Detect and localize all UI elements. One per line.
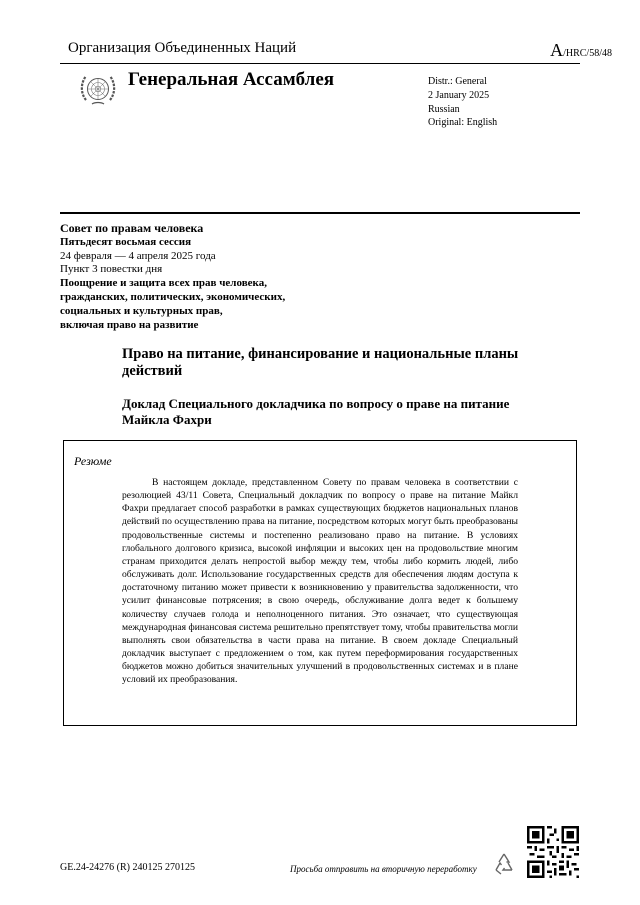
session-name: Пятьдесят восьмая сессия [60,235,192,248]
summary-text: В настоящем докладе, представленном Совету по правам человека в соответствии с резолюцией 43/11 Совета, Специальный докладчик по вопросу о праве на питание Майкл Фахри предлагает способ разработки в рамках существующих бюджетов национальных планов действий по осуществлению права на питание, посредством которых могут быть преобразованы продовольственные системы и постепенно реализовано право на питание. В условиях глобального долгового кризиса, высокой инфляции и высоких цен на продовольствие многим странам приходится делать непростой выбор между тем, чтобы либо кормить людей, либо обслуживать долг. Использование государственных средств для обеспечения людям доступа к достаточному питанию может привести к возникновению у правительства задолженности, что усилит финансовые потрясения; в свою очередь, обслуживание долга ведет к большему количеству случаев голода и неполноценного питания. Это означает, что существующая международная финансовая система решительно препятствует тому, чтобы правительства могли выполнять свои обязательства в части права на питание. В своем докладе Специальный докладчик выступает с предложением о том, как путем переформирования государственных бюджетов можно добиться значительных улучшений в продовольственных системах и в плане условий их преобразования. [122,477,518,686]
document-symbol [550,40,612,61]
organization-name: Организация Объединенных Наций [68,40,297,56]
council-block [60,222,320,332]
document-subtitle: Доклад Специального докладчика по вопросу о праве на питание Майкла Фахри [122,396,510,427]
symbol-rest: /HRC/58/48 [563,48,612,59]
agenda-line: социальных и культурных прав, [60,304,223,317]
assembly-title: Генеральная Ассамблея [128,69,335,90]
session-dates: 24 февраля — 4 апреля 2025 года [60,249,216,262]
summary-label: Резюме [74,454,112,468]
thick-rule [60,212,580,214]
distribution-info [428,75,497,130]
agenda-line: включая право на развитие [60,318,199,331]
symbol-prefix: A [550,40,564,60]
agenda-line: гражданских, политических, экономических, [60,290,286,303]
agenda-item: Пункт 3 повестки дня [60,263,163,276]
un-emblem-icon [78,70,118,110]
document-number: GE.24-24276 (R) 240125 270125 [60,862,195,873]
header-rule [60,63,580,64]
agenda-line: Поощрение и защита всех прав человека, [60,277,267,290]
document-title: Право на питание, финансирование и национальные планы действий [122,346,519,379]
recycle-icon [490,850,518,878]
recycle-note: Просьба отправить на вторичную переработку [290,864,477,874]
distribution-line: Distr.: General [428,76,487,87]
qr-code-icon [527,826,579,878]
distribution-language: Russian [428,103,460,115]
distribution-original: Original: English [428,117,498,129]
distribution-date: 2 January 2025 [428,89,490,101]
council-name: Совет по правам человека [60,221,204,235]
